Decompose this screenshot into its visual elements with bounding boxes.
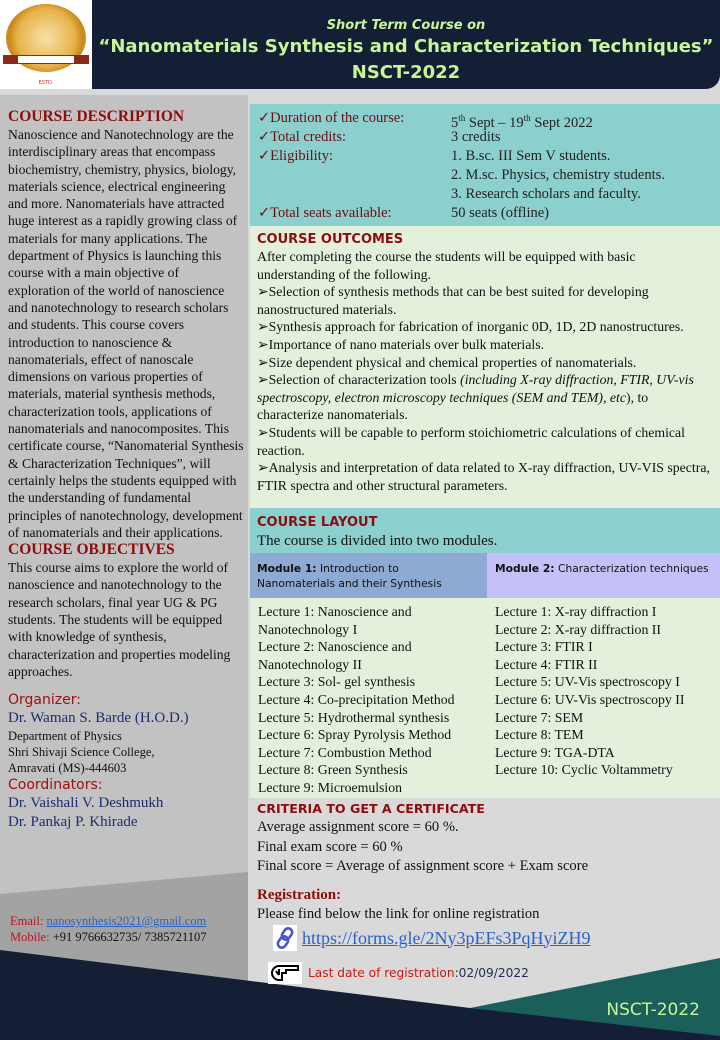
lecture-item: Lecture 7: SEM [495, 709, 584, 725]
lecture-item: Lecture 6: Spray Pyrolysis Method [258, 727, 452, 743]
lecture-item: Lecture 2: Nanoscience and Nanotechnology II [258, 639, 412, 672]
last-date-value: 02/09/2022 [458, 966, 529, 980]
organizer-dept: Department of Physics [8, 729, 122, 744]
outcome-item: ➢Students will be capable to perform stoichiometric calculations of chemical reaction. [257, 424, 686, 458]
check-icon: ✓ [258, 148, 271, 164]
registration-link-row [273, 925, 591, 951]
course-layout-text: The course is divided into two modules. [257, 533, 498, 549]
info-eligibility-value: 3. Research scholars and faculty. [451, 186, 641, 202]
email-label: Email: [10, 914, 47, 928]
course-layout-section [250, 508, 720, 553]
outcome-item: ➢Size dependent physical and chemical properties of nanomaterials. [257, 354, 637, 370]
criteria-line: Final exam score = 60 % [257, 838, 403, 855]
mobile-number: +91 9766632735/ 7385721107 [52, 930, 207, 944]
header-subtitle: Short Term Course on [326, 18, 486, 33]
lecture-item: Lecture 6: UV-Vis spectroscopy II [495, 691, 685, 707]
course-outcomes-section [250, 226, 720, 508]
info-duration-value: 5th Sept – 19th Sept 2022 [451, 113, 593, 131]
arrow-bullet-icon: ➢ [257, 424, 269, 440]
outcome-item: ➢Analysis and interpretation of data related to X-ray diffraction, UV-VIS spectra, FTIR spectra and other structural parameters. [257, 460, 710, 493]
pointing-hand-icon [268, 962, 302, 984]
lecture-item: Lecture 8: Green Synthesis [258, 762, 408, 778]
arrow-bullet-icon: ➢ [257, 319, 269, 335]
module-2-lectures [495, 603, 720, 779]
logo-est-text: ESTD. [38, 80, 54, 86]
info-duration-label: ✓Duration of the course: [258, 110, 405, 126]
arrow-bullet-icon: ➢ [257, 336, 269, 352]
page-title: “Nanomaterials Synthesis and Characterization Techniques” [98, 36, 714, 57]
course-code: NSCT-2022 [351, 62, 461, 83]
lecture-lists [250, 598, 720, 798]
lecture-item: Lecture 4: Co-precipitation Method [258, 691, 455, 707]
left-column [8, 108, 244, 832]
check-icon: ✓ [258, 129, 271, 145]
arrow-bullet-icon: ➢ [257, 372, 269, 388]
info-seats-value: 50 seats (offline) [451, 205, 549, 221]
last-date-row: Last date of registration : 02/09/2022 [268, 962, 529, 984]
page-header [92, 0, 720, 89]
footer-course-code: NSCT-2022 [606, 1000, 700, 1020]
coordinators-heading: Coordinators: [8, 777, 103, 794]
info-eligibility-value: 2. M.sc. Physics, chemistry students. [451, 167, 665, 183]
organizer-heading: Organizer: [8, 692, 81, 709]
coordinator-name: Dr. Pankaj P. Khirade [8, 814, 138, 831]
course-objectives-text: This course aims to explore the world of nanoscience and nanotechnology to the research scholars, final year UG & PG students. The students will be equipped with knowledge of synthesis, characterization and properties modeling approaches. [8, 560, 231, 679]
outcome-item: ➢Synthesis approach for fabrication of inorganic 0D, 1D, 2D nanostructures. [257, 319, 684, 335]
mobile-label: Mobile: [10, 930, 53, 944]
arrow-bullet-icon: ➢ [257, 284, 269, 300]
coordinator-name: Dr. Vaishali V. Deshmukh [8, 795, 164, 812]
info-seats-label: ✓Total seats available: [258, 205, 392, 221]
criteria-line: Average assignment score = 60 %. [257, 819, 459, 835]
lecture-item: Lecture 9: Microemulsion [258, 779, 403, 795]
lecture-item: Lecture 2: X-ray diffraction II [495, 621, 661, 637]
lecture-item: Lecture 3: FTIR I [495, 639, 593, 655]
lecture-item: Lecture 10: Cyclic Voltammetry [495, 762, 673, 778]
course-layout-heading: COURSE LAYOUT [257, 515, 378, 530]
course-outcomes-intro: After completing the course the students will be equipped with basic understanding of the following. [257, 249, 636, 282]
criteria-line: Final score = Average of assignment score + Exam score [257, 858, 589, 874]
lecture-item: Lecture 9: TGA-DTA [495, 744, 615, 760]
module-1-header: Module 1: Introduction to Nanomaterials and their Synthesis [250, 553, 487, 598]
arrow-bullet-icon: ➢ [257, 354, 269, 370]
organizer-city: Amravati (MS)-444603 [8, 761, 127, 776]
registration-section [257, 886, 717, 924]
certificate-criteria-section [257, 801, 717, 877]
college-logo [0, 0, 92, 89]
check-icon: ✓ [258, 205, 271, 221]
module-2-header: Module 2: Characterization techniques [487, 553, 720, 598]
lecture-item: Lecture 7: Combustion Method [258, 744, 432, 760]
registration-heading: Registration: [257, 887, 342, 903]
info-credits-label: ✓Total credits: [258, 129, 347, 145]
outcome-item: ➢Selection of synthesis methods that can be best suited for developing nanostructured materials. [257, 284, 649, 317]
criteria-heading: CRITERIA TO GET A CERTIFICATE [257, 801, 485, 816]
check-icon: ✓ [258, 110, 271, 126]
module-1-lectures [258, 603, 488, 797]
registration-link[interactable]: https://forms.gle/2Ny3pEFs3PqHyiZH9 [302, 927, 591, 948]
email-link[interactable]: nanosynthesis2021@gmail.com [46, 914, 207, 928]
link-icon [273, 925, 297, 951]
course-objectives-heading: COURSE OBJECTIVES [8, 541, 175, 559]
contact-info [10, 913, 207, 945]
info-eligibility-value: 1. B.sc. III Sem V students. [451, 148, 611, 164]
lecture-item: Lecture 5: Hydrothermal synthesis [258, 709, 450, 725]
registration-text: Please find below the link for online registration [257, 906, 540, 922]
lecture-item: Lecture 8: TEM [495, 727, 584, 743]
outcome-item: ➢Selection of characterization tools (including X-ray diffraction, FTIR, UV-vis spectroscopy, electron microscopy techniques (SEM and TEM), etc), to characterize nanomaterials. [257, 372, 694, 423]
info-credits-value: 3 credits [451, 129, 501, 145]
organizer-name: Dr. Waman S. Barde (H.O.D.) [8, 710, 189, 727]
course-description-text: Nanoscience and Nanotechnology are the interdisciplinary areas that encompass biochemistry, chemistry, physics, biology, materials science, electrical engineering and more. Nanomaterials have attracted huge interest as a rapidly growing class of materials for many applications. The department of Physics is launching this course with a main objective of exploration of the world of nanoscience and nanotechnology to research scholars and students. This course covers introduction to nanoscience & nanomaterials, effect of nanoscale dimensions on various properties of materials, material synthesis methods, characterization tools, applications of nanomaterials and nanocomposites. This certificate course, “Nanomaterial Synthesis & Characterization Techniques”, will certainly helps the students equipped with the understanding of fundamental principles of nanotechnology, development of nanomaterials and their applications. [8, 127, 244, 540]
info-eligibility-label: ✓Eligibility: [258, 148, 333, 164]
course-description-heading: COURSE DESCRIPTION [8, 108, 185, 125]
lecture-item: Lecture 1: X-ray diffraction I [495, 604, 657, 619]
lecture-item: Lecture 1: Nanoscience and Nanotechnology I [258, 604, 412, 637]
organizer-college: Shri Shivaji Science College, [8, 745, 155, 760]
course-outcomes-heading: COURSE OUTCOMES [257, 232, 404, 247]
arrow-bullet-icon: ➢ [257, 460, 269, 476]
lecture-item: Lecture 3: Sol- gel synthesis [258, 674, 416, 690]
lecture-item: Lecture 4: FTIR II [495, 656, 598, 672]
last-date-label: Last date of registration [308, 966, 455, 980]
outcome-item: ➢Importance of nano materials over bulk materials. [257, 336, 545, 352]
lecture-item: Lecture 5: UV-Vis spectroscopy I [495, 674, 680, 690]
logo-ribbon-inner [18, 56, 74, 63]
course-info-box [250, 104, 720, 226]
